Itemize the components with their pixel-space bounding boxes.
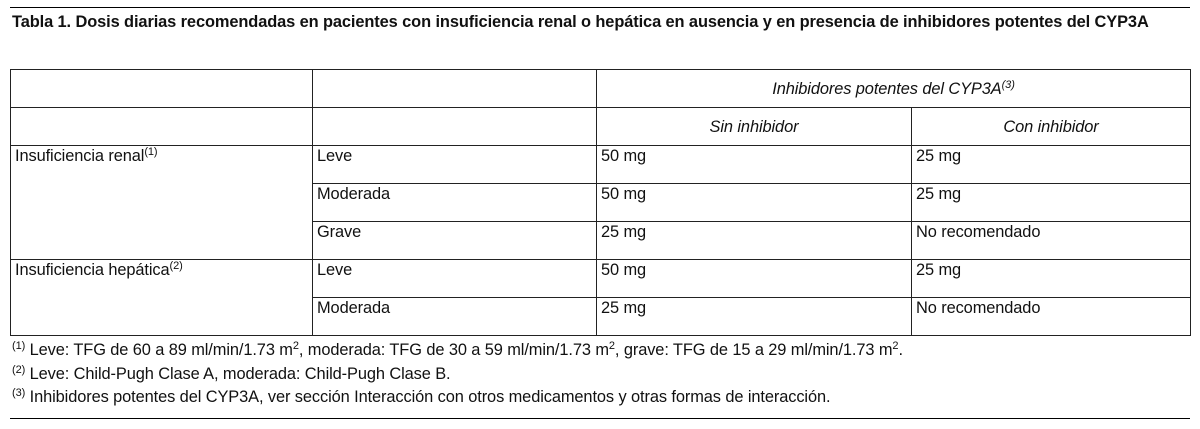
dose-without-cell: 50 mg bbox=[597, 260, 912, 298]
group-header bbox=[597, 70, 1191, 108]
footnote-mark: (3) bbox=[1001, 78, 1015, 91]
footnote-mark: (2) bbox=[169, 260, 183, 272]
dose-with-cell: 25 mg bbox=[912, 260, 1191, 298]
dose-with-cell: No recomendado bbox=[912, 222, 1191, 260]
dose-with-cell: 25 mg bbox=[912, 184, 1191, 222]
footnote-1 bbox=[12, 339, 1188, 363]
dose-without-cell: 25 mg bbox=[597, 222, 912, 260]
footnote-mark: (1) bbox=[12, 340, 26, 352]
group-header-label: Inhibidores potentes del CYP3A bbox=[772, 79, 1002, 98]
condition-cell-renal bbox=[11, 146, 313, 260]
footnote-text: Leve: TFG de 60 a 89 ml/min/1.73 m bbox=[25, 341, 293, 359]
superscript-2: 2 bbox=[892, 340, 899, 352]
superscript-2: 2 bbox=[608, 340, 615, 352]
severity-cell: Moderada bbox=[313, 184, 597, 222]
footnote-text: Inhibidores potentes del CYP3A, ver sección Interacción con otros medicamentos y otras formas de interacción. bbox=[25, 388, 831, 406]
condition-label: Insuficiencia renal bbox=[15, 147, 145, 165]
dose-with-cell: No recomendado bbox=[912, 298, 1191, 336]
header-row-group bbox=[11, 70, 1191, 108]
footnote-text: , grave: TFG de 15 a 29 ml/min/1.73 m bbox=[614, 341, 893, 359]
empty-header-cell bbox=[11, 108, 313, 146]
severity-cell: Leve bbox=[313, 260, 597, 298]
footnote-text: Leve: Child-Pugh Clase A, moderada: Child-Pugh Clase B. bbox=[25, 364, 451, 383]
footnote-mark: (3) bbox=[12, 387, 26, 399]
column-header-with: Con inhibidor bbox=[912, 108, 1191, 146]
column-header-without: Sin inhibidor bbox=[597, 108, 912, 146]
dose-without-cell: 50 mg bbox=[597, 184, 912, 222]
severity-cell: Moderada bbox=[313, 298, 597, 336]
footnote-text: , moderada: TFG de 30 a 59 ml/min/1.73 m bbox=[298, 341, 609, 359]
table-caption: Tabla 1. Dosis diarias recomendadas en pacientes con insuficiencia renal o hepática en ausencia y en presencia de inhibidores potentes del CYP3A bbox=[12, 13, 1149, 31]
severity-cell: Grave bbox=[313, 222, 597, 260]
footnotes bbox=[12, 339, 1188, 410]
footnote-2 bbox=[12, 363, 1188, 387]
table-row bbox=[11, 260, 1191, 298]
top-rule bbox=[10, 7, 1190, 8]
empty-header-cell bbox=[11, 70, 313, 108]
dosing-table bbox=[10, 69, 1191, 336]
footnote-mark: (2) bbox=[12, 363, 26, 376]
severity-cell: Leve bbox=[313, 146, 597, 184]
dose-with-cell: 25 mg bbox=[912, 146, 1191, 184]
header-row-columns bbox=[11, 108, 1191, 146]
dose-without-cell: 25 mg bbox=[597, 298, 912, 336]
table-row bbox=[11, 146, 1191, 184]
condition-cell-hepatic bbox=[11, 260, 313, 336]
footnote-mark: (1) bbox=[144, 146, 158, 158]
footnote-3 bbox=[12, 386, 1188, 410]
footnote-text: . bbox=[898, 341, 903, 359]
superscript-2: 2 bbox=[292, 340, 299, 352]
empty-header-cell bbox=[313, 70, 597, 108]
empty-header-cell bbox=[313, 108, 597, 146]
condition-label: Insuficiencia hepática bbox=[15, 261, 170, 279]
bottom-rule bbox=[10, 418, 1190, 419]
dose-without-cell: 50 mg bbox=[597, 146, 912, 184]
